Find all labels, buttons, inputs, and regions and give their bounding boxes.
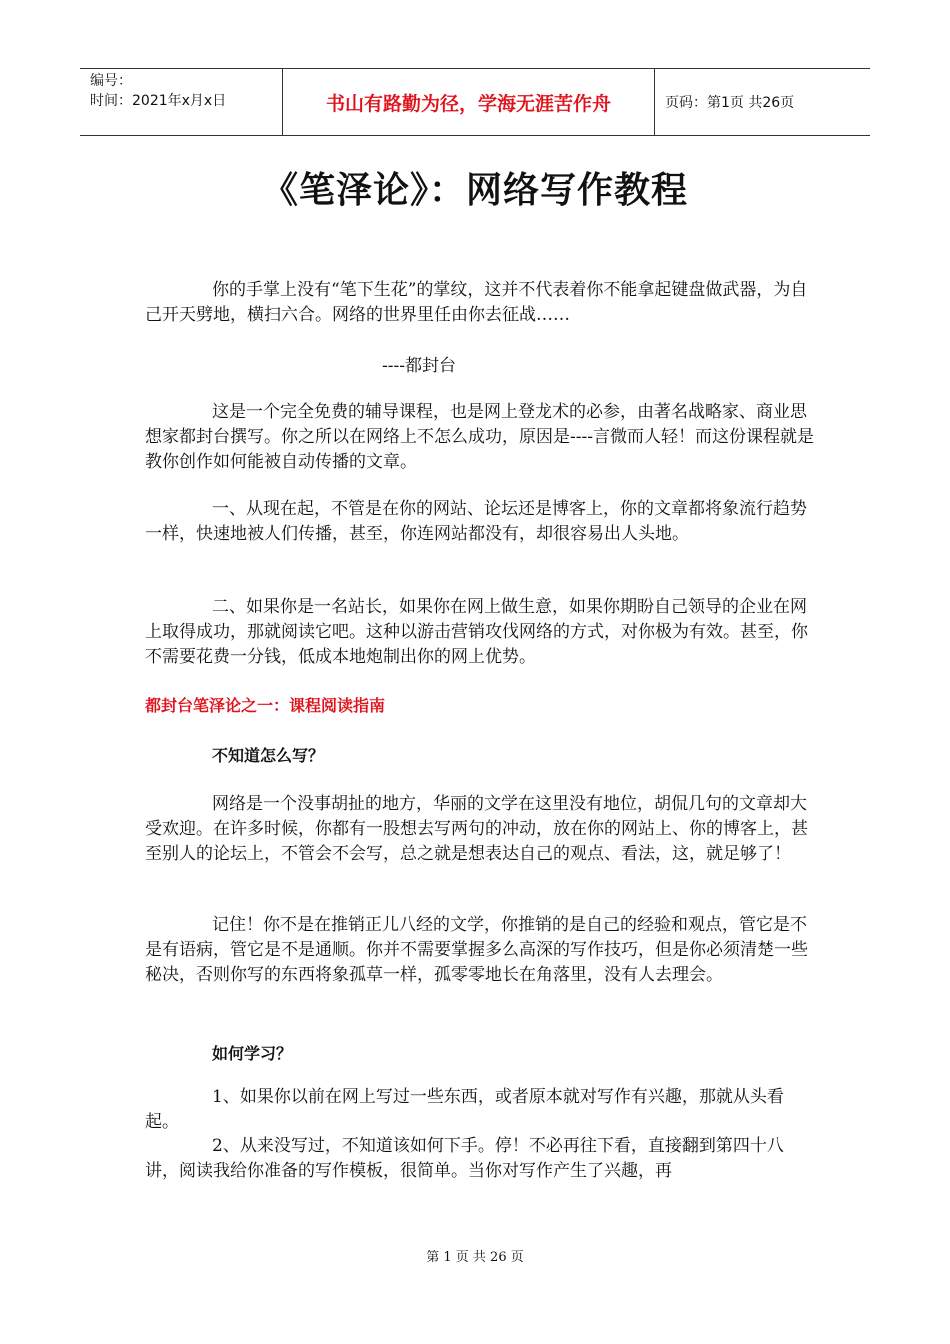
section-heading: 都封台笔泽论之一：课程阅读指南 [145,696,386,715]
intro-quote: 你的手掌上没有“笔下生花”的掌纹，这并不代表着你不能拿起键盘做武器，为自己开天劈地，横扫六合。网络的世界里任由你去征战…… [145,280,808,325]
document-header [80,68,870,136]
header-motto: 书山有路勤为径，学海无涯苦作舟 [283,69,655,135]
number-label: 编号： [90,73,132,89]
subheading-how-to-write: 不知道怎么写？ [212,746,325,765]
header-meta [80,69,283,135]
list-item-1: 1、如果你以前在网上写过一些东西，或者原本就对写作有兴趣，那就从头看起。 [145,1087,784,1132]
paragraph-5: 记住！你不是在推销正儿八经的文学，你推销的是自己的经验和观点，管它是不是有语病，管它是不是通顺。你并不需要掌握多么高深的写作技巧，但是你必须清楚一些秘决，否则你写的东西将象孤草一样，孤零零地长在角落里，没有人去理会。 [145,915,808,985]
paragraph-2: 一、从现在起，不管是在你的网站、论坛还是博客上，你的文章都将象流行趋势一样，快速地被人们传播，甚至，你连网站都没有，却很容易出人头地。 [145,499,807,544]
header-page-info: 页码：第1页 共26页 [665,95,795,111]
document-title: 《笔泽论》：网络写作教程 [261,169,688,211]
paragraph-3: 二、如果你是一名站长，如果你在网上做生意，如果你期盼自己领导的企业在网上取得成功，那就阅读它吧。这种以游击营销攻伐网络的方式，对你极为有效。甚至，你不需要花费一分钱，低成本地炮制出你的网上优势。 [145,597,808,667]
subheading-how-to-learn: 如何学习？ [212,1044,293,1063]
intro-signature: ----都封台 [382,356,456,376]
list-item-2: 2、从来没写过，不知道该如何下手。停！不必再往下看，直接翻到第四十八讲，阅读我给你准备的写作模板，很简单。当你对写作产生了兴趣，再 [145,1136,784,1181]
paragraph-4: 网络是一个没事胡扯的地方，华丽的文学在这里没有地位，胡侃几句的文章却大受欢迎。在许多时候，你都有一股想去写两句的冲动，放在你的网站上、你的博客上，甚至别人的论坛上，不管会不会写，总之就是想表达自己的观点、看法，这，就足够了！ [145,794,808,864]
paragraph-1: 这是一个完全免费的辅导课程，也是网上登龙术的必参，由著名战略家、商业思想家都封台撰写。你之所以在网络上不怎么成功，原因是----言微而人轻！而这份课程就是教你创作如何能被自动传播的文章。 [145,402,814,472]
time-label: 时间：2021年x月x日 [90,93,227,109]
page-footer: 第 1 页 共 26 页 [426,1250,524,1265]
